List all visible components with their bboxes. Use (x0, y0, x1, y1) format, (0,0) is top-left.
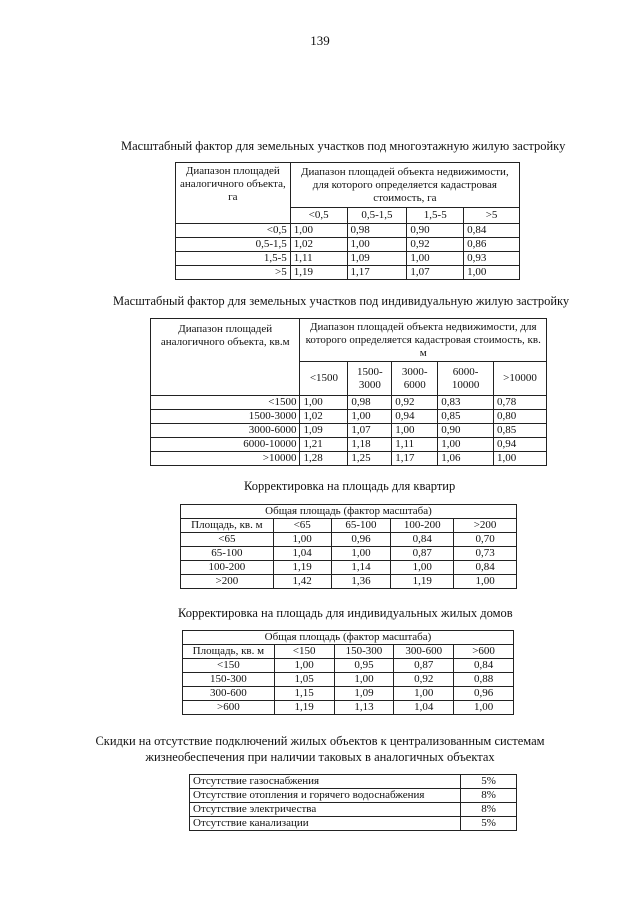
table1 (175, 162, 520, 280)
row-label: <1500 (151, 396, 300, 410)
table2-title: Масштабный фактор для земельных участков под индивидуальную жилую застройку (113, 294, 570, 308)
table-cell: 1,00 (464, 266, 520, 280)
table-cell: 0,93 (464, 252, 520, 266)
table-cell: 0,70 (454, 533, 517, 547)
table-row (190, 789, 517, 803)
table-cell: 0,95 (334, 659, 394, 673)
row-label: Отсутствие электричества (190, 803, 461, 817)
table-cell: 1,06 (438, 452, 494, 466)
table-row (181, 547, 517, 561)
table-cell: 0,88 (454, 673, 514, 687)
column-header: 300-600 (394, 645, 454, 659)
table-cell: 0,92 (394, 673, 454, 687)
table-cell: 1,00 (348, 410, 392, 424)
row-label: 1,5-5 (176, 252, 291, 266)
table2 (150, 318, 547, 466)
table-cell: 1,14 (331, 561, 391, 575)
table-cell: 1,00 (274, 659, 334, 673)
row-label: 300-600 (183, 687, 275, 701)
column-header: <150 (274, 645, 334, 659)
table2-col-header: Диапазон площадей объекта недвижимости, для которого определяется кадастровая стоимость, кв. м (300, 319, 547, 362)
table-cell: 1,00 (454, 575, 517, 589)
table-cell: 1,13 (334, 701, 394, 715)
table-cell: 1,17 (347, 266, 407, 280)
row-label: 0,5-1,5 (176, 238, 291, 252)
row-label: >10000 (151, 452, 300, 466)
table-cell: 0,85 (494, 424, 547, 438)
table5 (189, 774, 517, 831)
table-cell: 5% (461, 775, 517, 789)
table3-group-header: Общая площадь (фактор масштаба) (181, 505, 517, 519)
table-cell: 8% (461, 789, 517, 803)
table-cell: 0,80 (494, 410, 547, 424)
row-label: >5 (176, 266, 291, 280)
table-cell: 1,00 (331, 547, 391, 561)
table-cell: 1,02 (300, 410, 348, 424)
column-header: <65 (273, 519, 331, 533)
table-cell: 1,28 (300, 452, 348, 466)
column-header: >5 (464, 208, 520, 224)
row-label: 6000-10000 (151, 438, 300, 452)
table-row (176, 266, 520, 280)
table3-column-row (181, 519, 517, 533)
table-cell: 0,98 (347, 224, 407, 238)
page-number: 139 (310, 33, 330, 48)
table-cell: 0,92 (407, 238, 464, 252)
table-row (183, 659, 514, 673)
table-cell: 0,73 (454, 547, 517, 561)
table-cell: 1,00 (347, 238, 407, 252)
row-label: 100-200 (181, 561, 274, 575)
table5-title-line1: Скидки на отсутствие подключений жилых объектов к централизованным системам (95, 734, 545, 748)
column-header: <0,5 (290, 208, 347, 224)
column-header: 150-300 (334, 645, 394, 659)
column-header: >200 (454, 519, 517, 533)
table-row (151, 396, 547, 410)
table-cell: 1,09 (347, 252, 407, 266)
table4-group-header: Общая площадь (фактор масштаба) (183, 631, 514, 645)
table-cell: 0,92 (392, 396, 438, 410)
table-cell: 0,87 (394, 659, 454, 673)
table-cell: 1,05 (274, 673, 334, 687)
table-cell: 1,00 (407, 252, 464, 266)
table-cell: 0,84 (464, 224, 520, 238)
table1-title: Масштабный фактор для земельных участков под многоэтажную жилую застройку (121, 139, 566, 153)
table-row (183, 687, 514, 701)
table-row (176, 224, 520, 238)
table-cell: 0,94 (392, 410, 438, 424)
table-cell: 0,98 (348, 396, 392, 410)
table4-title: Корректировка на площадь для индивидуальных жилых домов (178, 606, 513, 620)
table-cell: 5% (461, 817, 517, 831)
table-cell: 0,96 (331, 533, 391, 547)
table-cell: 1,00 (494, 452, 547, 466)
table-cell: 0,90 (407, 224, 464, 238)
table-cell: 1,19 (391, 575, 454, 589)
table-cell: 8% (461, 803, 517, 817)
row-label: <150 (183, 659, 275, 673)
table-row (151, 424, 547, 438)
column-header: 6000-10000 (438, 362, 494, 396)
column-header: 100-200 (391, 519, 454, 533)
table-cell: 1,18 (348, 438, 392, 452)
table-cell: 0,83 (438, 396, 494, 410)
column-header: 1500-3000 (348, 362, 392, 396)
table-cell: 1,11 (290, 252, 347, 266)
table-cell: 1,00 (300, 396, 348, 410)
table-cell: 1,11 (392, 438, 438, 452)
table-cell: 0,78 (494, 396, 547, 410)
row-label: 65-100 (181, 547, 274, 561)
column-header: >10000 (494, 362, 547, 396)
column-header: >600 (454, 645, 514, 659)
table2-row-header: Диапазон площадей аналогичного объекта, кв.м (151, 319, 300, 396)
table-row (176, 238, 520, 252)
table-cell: 0,84 (454, 659, 514, 673)
table-cell: 1,36 (331, 575, 391, 589)
table1-row-header: Диапазон площадей аналогичного объекта, га (176, 163, 291, 224)
table-cell: 1,07 (407, 266, 464, 280)
table-cell: 1,19 (290, 266, 347, 280)
table-cell: 1,00 (334, 673, 394, 687)
table-row (183, 701, 514, 715)
table-row (181, 533, 517, 547)
table-cell: 1,42 (273, 575, 331, 589)
table-cell: 1,00 (392, 424, 438, 438)
row-label: >200 (181, 575, 274, 589)
column-header: 65-100 (331, 519, 391, 533)
table-cell: 1,02 (290, 238, 347, 252)
table-cell: 0,84 (454, 561, 517, 575)
table-row (181, 561, 517, 575)
table-cell: 1,04 (394, 701, 454, 715)
table-cell: 1,15 (274, 687, 334, 701)
table-cell: 1,00 (273, 533, 331, 547)
table3 (180, 504, 517, 589)
row-label: 1500-3000 (151, 410, 300, 424)
row-label: <65 (181, 533, 274, 547)
table-cell: 1,21 (300, 438, 348, 452)
table-cell: 1,25 (348, 452, 392, 466)
column-header: <1500 (300, 362, 348, 396)
table-cell: 1,00 (438, 438, 494, 452)
table-cell: 1,00 (454, 701, 514, 715)
table4-column-row (183, 645, 514, 659)
table-row (151, 410, 547, 424)
table-cell: 1,09 (334, 687, 394, 701)
table-row (176, 252, 520, 266)
row-label: 150-300 (183, 673, 275, 687)
row-label: Отсутствие канализации (190, 817, 461, 831)
table4 (182, 630, 514, 715)
table-row (151, 438, 547, 452)
table-cell: 0,86 (464, 238, 520, 252)
row-label: Отсутствие газоснабжения (190, 775, 461, 789)
table-cell: 0,90 (438, 424, 494, 438)
table-cell: 1,17 (392, 452, 438, 466)
column-header: 3000-6000 (392, 362, 438, 396)
column-header: 0,5-1,5 (347, 208, 407, 224)
row-label: >600 (183, 701, 275, 715)
table3-title: Корректировка на площадь для квартир (244, 479, 456, 493)
row-label: 3000-6000 (151, 424, 300, 438)
table1-col-header: Диапазон площадей объекта недвижимости, для которого определяется кадастровая стоимость, га (290, 163, 519, 208)
table-cell: 0,85 (438, 410, 494, 424)
table-cell: 1,19 (273, 561, 331, 575)
table-row (151, 452, 547, 466)
row-label: Отсутствие отопления и горячего водоснабжения (190, 789, 461, 803)
table-cell: 1,04 (273, 547, 331, 561)
table-cell: 0,96 (454, 687, 514, 701)
table-cell: 1,19 (274, 701, 334, 715)
table-row (190, 803, 517, 817)
table-row (183, 673, 514, 687)
row-label: <0,5 (176, 224, 291, 238)
column-header: 1,5-5 (407, 208, 464, 224)
table-cell: 1,07 (348, 424, 392, 438)
row-header: Площадь, кв. м (183, 645, 275, 659)
table-row (190, 817, 517, 831)
table-cell: 0,94 (494, 438, 547, 452)
table-cell: 1,00 (290, 224, 347, 238)
table-row (181, 575, 517, 589)
table5-title-line2: жизнеобеспечения при наличии таковых в аналогичных объектах (145, 750, 495, 764)
row-header: Площадь, кв. м (181, 519, 274, 533)
table-cell: 1,09 (300, 424, 348, 438)
table-cell: 1,00 (391, 561, 454, 575)
table-cell: 0,84 (391, 533, 454, 547)
table-row (190, 775, 517, 789)
table-cell: 1,00 (394, 687, 454, 701)
table-cell: 0,87 (391, 547, 454, 561)
